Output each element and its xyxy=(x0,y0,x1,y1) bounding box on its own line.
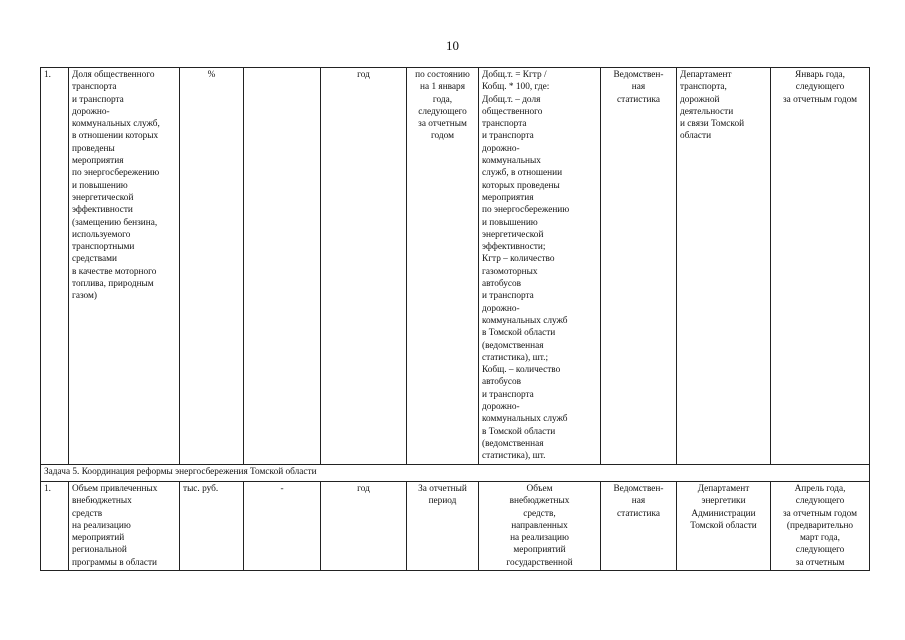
formula-cell: Объем внебюджетных средств, направленных на реализацию мероприятий государственной xyxy=(479,482,601,571)
responsible-cell: Департамент энергетики Администрации Томской области xyxy=(677,482,771,571)
table-row xyxy=(41,482,870,571)
indicator-name: Доля общественного транспорта и транспорта дорожно- коммунальных служб, в отношении которых проведены мероприятия по энергосбережению и повышению энергетической эффективности (замещению бензина, используемого транспортными средствами в качестве моторного топлива, природным газом) xyxy=(69,68,180,465)
row-number: 1. xyxy=(41,68,69,465)
table-row xyxy=(41,68,870,465)
unit-cell: % xyxy=(180,68,244,465)
formula-cell: Добщ.т. = Кгтр / Кобщ. * 100, где: Добщ.т. – доля общественного транспорта и транспорта дорожно- коммунальных служб, в отношении которых проведены мероприятия по энергосбережению и повышению энергетической эффективности; Кгтр – количество газомоторных автобусов и транспорта дорожно- коммунальных служб в Томской области (ведомственная статистика), шт.; Кобщ. – количество автобусов и транспорта дорожно- коммунальных служб в Томской области (ведомственная статистика), шт. xyxy=(479,68,601,465)
row-number: 1. xyxy=(41,482,69,571)
time-characteristic-cell: по состоянию на 1 января года, следующего за отчетным годом xyxy=(407,68,479,465)
task-row xyxy=(41,465,870,482)
periodicity-cell: год xyxy=(321,68,407,465)
time-characteristic-cell: За отчетный период xyxy=(407,482,479,571)
value-cell: - xyxy=(244,482,321,571)
indicator-name: Объем привлеченных внебюджетных средств на реализацию мероприятий региональной программы в области xyxy=(69,482,180,571)
task-heading: Задача 5. Координация реформы энергосбережения Томской области xyxy=(41,465,870,482)
periodicity-cell: год xyxy=(321,482,407,571)
deadline-cell: Январь года, следующего за отчетным годом xyxy=(771,68,870,465)
deadline-cell: Апрель года, следующего за отчетным годом (предварительно март года, следующего за отчетным xyxy=(771,482,870,571)
data-source-cell: Ведомствен- ная статистика xyxy=(601,482,677,571)
unit-cell: тыс. руб. xyxy=(180,482,244,571)
value-cell xyxy=(244,68,321,465)
indicators-table xyxy=(40,67,870,571)
data-source-cell: Ведомствен- ная статистика xyxy=(601,68,677,465)
responsible-cell: Департамент транспорта, дорожной деятельности и связи Томской области xyxy=(677,68,771,465)
page-number: 10 xyxy=(446,38,459,53)
